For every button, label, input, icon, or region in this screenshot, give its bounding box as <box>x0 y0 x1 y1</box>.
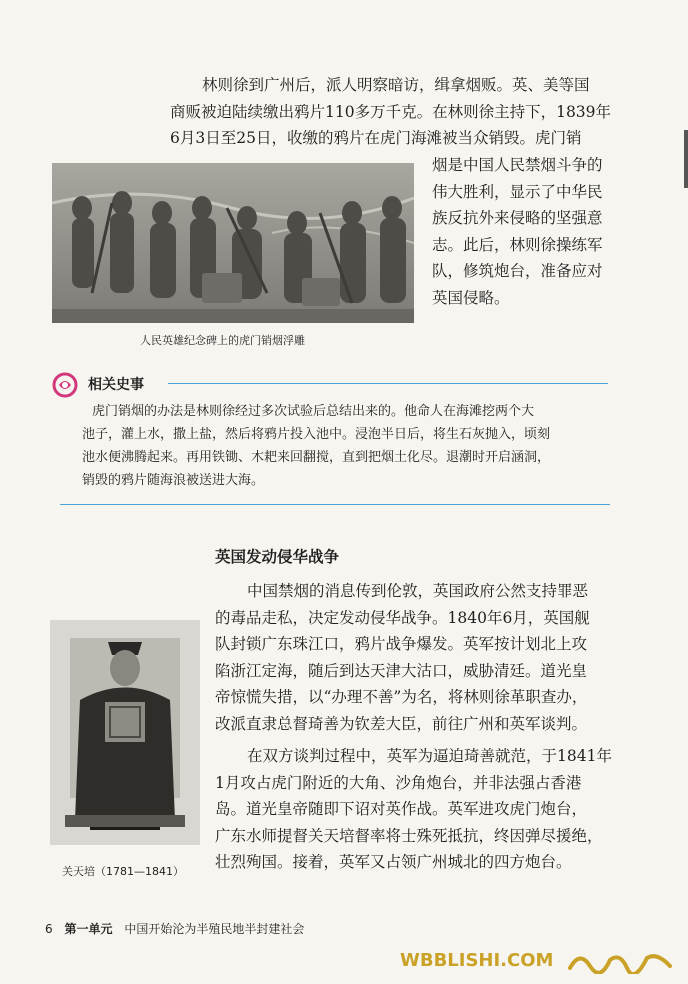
relief-photo <box>52 163 414 323</box>
unit-title: 中国开始沦为半殖民地半封建社会 <box>124 922 305 936</box>
text-line: 壮烈殉国。接着，英军又占领广州城北的四方炮台。 <box>215 853 572 871</box>
relief-caption: 人民英雄纪念碑上的虎门销烟浮雕 <box>140 334 305 347</box>
text-line: 商贩被迫陆续缴出鸦片110多万千克。在林则徐主持下，1839年 <box>170 102 612 121</box>
paragraph-2 <box>215 578 615 737</box>
text-line: 改派直隶总督琦善为钦差大臣，前往广州和英军谈判。 <box>215 714 588 733</box>
related-history-box <box>40 368 615 508</box>
box-line: 池水便沸腾起来。再用铁锄、木耙来回翻搅，直到把烟土化尽。退潮时开启涵洞， <box>82 450 551 465</box>
text-line: 队封锁广东珠江口，鸦片战争爆发。英军按计划北上攻 <box>215 635 588 653</box>
text-line: 的毒品走私，决定发动侵华战争。1840年6月，英国舰 <box>215 608 590 627</box>
text-line: 广东水师提督关天培督率将士殊死抵抗，终因弹尽援绝， <box>215 826 603 845</box>
box-line: 虎门销烟的办法是林则徐经过多次试验后总结出来的。他命人在海滩挖两个大 <box>92 404 535 419</box>
paragraph-1 <box>170 72 640 152</box>
watermark-logo <box>565 948 675 978</box>
text-line: 志。此后，林则徐操练军 <box>432 235 603 254</box>
text-line: 陷浙江定海，随后到达天津大沽口，威胁清廷。道光皇 <box>215 661 588 680</box>
text-line: 岛。道光皇帝随即下诏对英作战。英军进攻虎门炮台， <box>215 800 588 818</box>
box-line: 销毁的鸦片随海浪被送进大海。 <box>82 473 265 488</box>
paragraph-3 <box>215 743 615 876</box>
text-line: 队，修筑炮台，准备应对 <box>432 262 603 280</box>
related-history-title: 相关史事 <box>88 377 144 393</box>
unit-label: 第一单元 <box>64 922 113 936</box>
text-line: 伟大胜利，显示了中华民 <box>432 182 603 201</box>
text-line: 帝惊慌失措，以“办理不善”为名，将林则徐革职查办， <box>215 688 588 706</box>
text-line: 英国侵略。 <box>432 288 510 307</box>
paragraph-1-wrap <box>432 152 642 311</box>
text-line: 6月3日至25日，收缴的鸦片在虎门海滩被当众销毁。虎门销 <box>170 129 582 147</box>
text-line: 1月攻占虎门附近的大角、沙角炮台，并非法强占香港 <box>215 773 582 792</box>
watermark-text: WBBLISHI.COM <box>400 950 554 971</box>
text-line: 族反抗外来侵略的坚强意 <box>432 209 603 227</box>
text-line: 烟是中国人民禁烟斗争的 <box>432 156 603 174</box>
related-history-icon <box>52 372 78 398</box>
portrait-photo <box>50 620 200 845</box>
text-line: 中国禁烟的消息传到伦敦，英国政府公然支持罪恶 <box>247 582 589 600</box>
page-edge-marker <box>684 130 688 188</box>
page-number: 6 <box>45 922 53 936</box>
section-heading: 英国发动侵华战争 <box>215 548 340 566</box>
page-footer <box>45 920 304 937</box>
watermark <box>400 950 553 971</box>
box-body <box>82 400 612 492</box>
text-line: 在双方谈判过程中，英军为逼迫琦善就范，于1841年 <box>247 747 612 765</box>
box-top-rule <box>168 383 608 384</box>
box-bottom-rule <box>60 504 610 505</box>
box-line: 池子，灌上水，撒上盐，然后将鸦片投入池中。浸泡半日后，将生石灰抛入，顷刻 <box>82 427 551 442</box>
portrait-caption: 关天培（1781—1841） <box>62 865 184 878</box>
text-line: 林则徐到广州后，派人明察暗访，缉拿烟贩。英、美等国 <box>202 76 590 94</box>
